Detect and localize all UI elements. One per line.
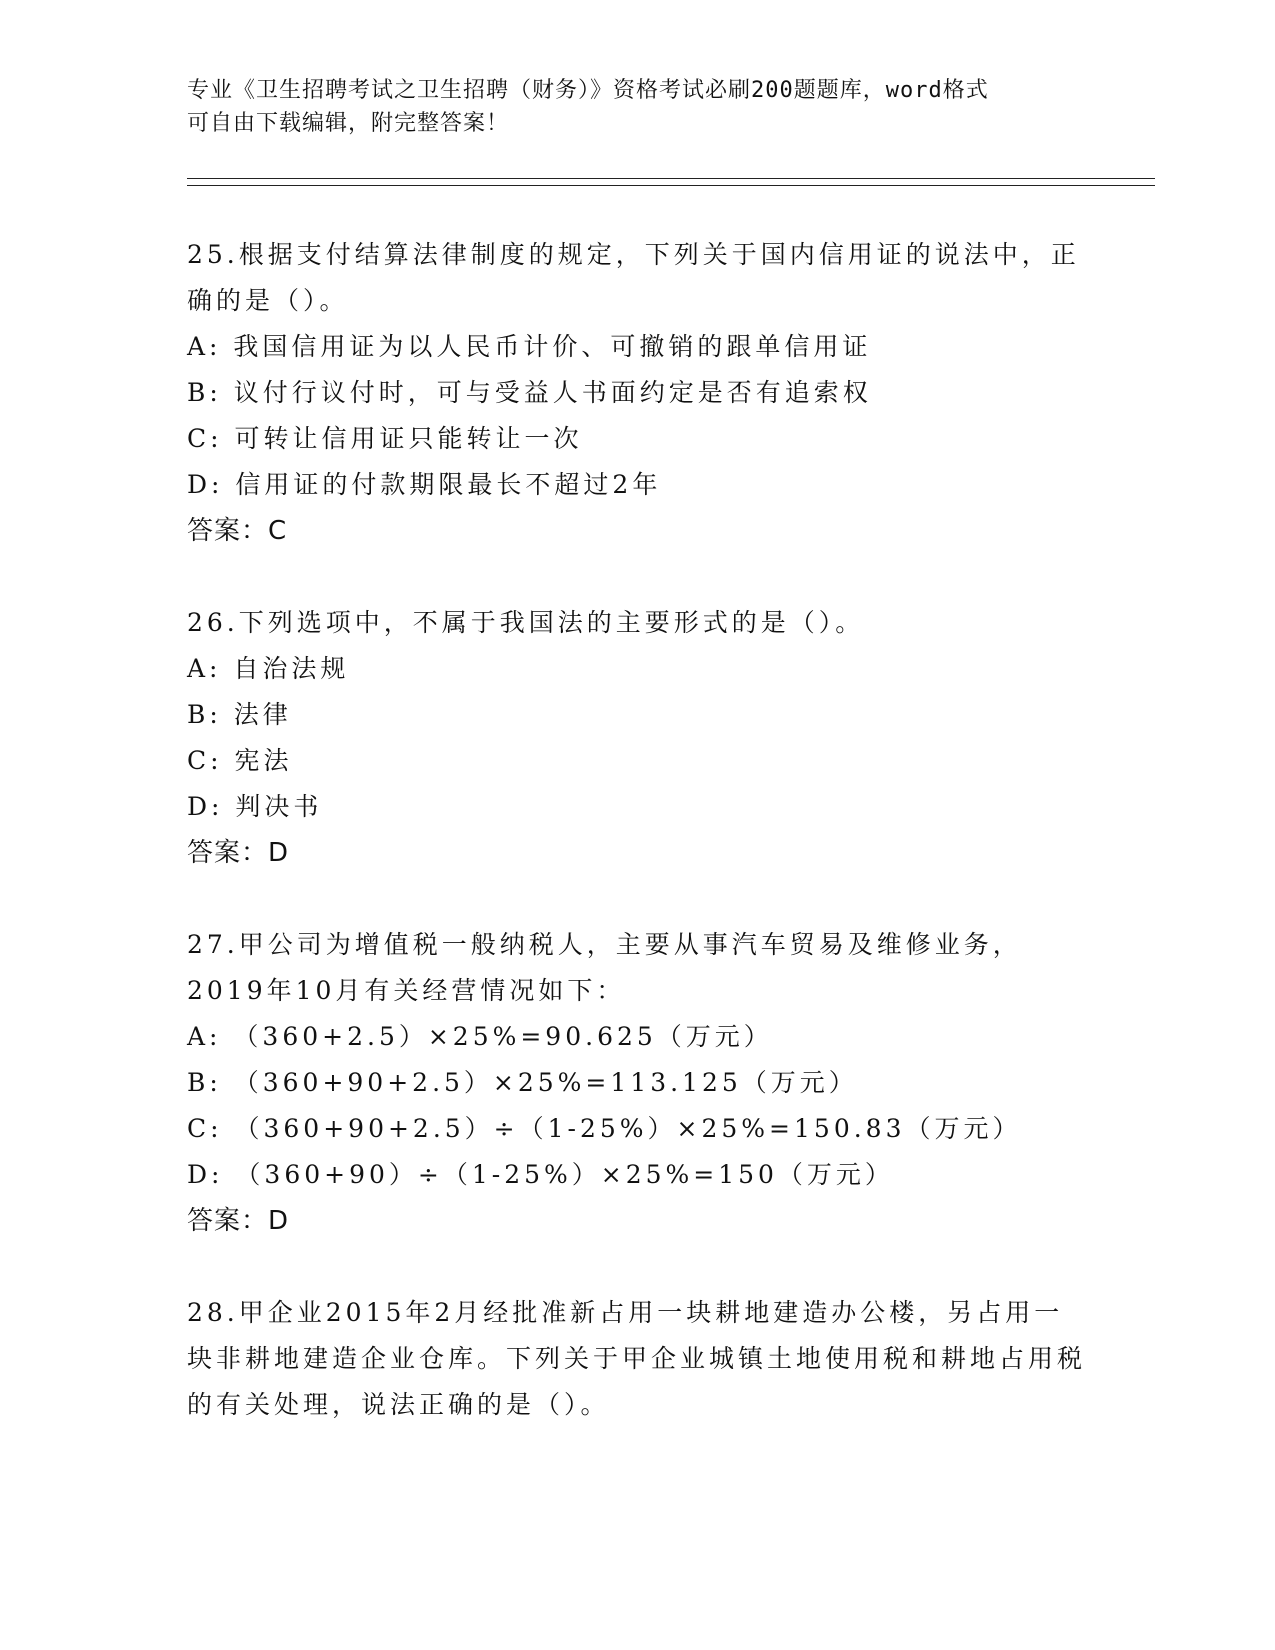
question-list [187,232,1087,1474]
option-a: A: （360+2.5）×25%=90.625（万元） [187,1022,773,1051]
question-text: 27.甲公司为增值税一般纳税人，主要从事汽车贸易及维修业务，2019年10月有关经营情况如下： [187,930,1022,1005]
question-27 [187,922,1087,1244]
option-c: C: 宪法 [187,746,293,775]
document-header [187,74,1087,140]
question-text: 25.根据支付结算法律制度的规定，下列关于国内信用证的说法中，正确的是（）。 [187,240,1080,315]
option-d: D: 判决书 [187,792,323,821]
header-divider [187,178,1155,186]
answer: 答案：C [187,516,288,546]
question-28 [187,1290,1087,1428]
option-b: B: 议付行议付时，可与受益人书面约定是否有追索权 [187,378,872,407]
question-text: 28.甲企业2015年2月经批准新占用一块耕地建造办公楼，另占用一块非耕地建造企业仓库。下列关于甲企业城镇土地使用税和耕地占用税的有关处理，说法正确的是（）。 [187,1298,1087,1419]
option-a: A: 我国信用证为以人民币计价、可撤销的跟单信用证 [187,332,872,361]
option-d: D: 信用证的付款期限最长不超过2年 [187,470,662,499]
option-c: C: （360+90+2.5）÷（1-25%）×25%=150.83（万元） [187,1114,1022,1143]
answer: 答案：D [187,1206,290,1236]
answer: 答案：D [187,838,290,868]
option-b: B: 法律 [187,700,292,729]
option-c: C: 可转让信用证只能转让一次 [187,424,583,453]
question-text: 26.下列选项中，不属于我国法的主要形式的是（）。 [187,608,865,637]
question-25 [187,232,1087,554]
option-b: B: （360+90+2.5）×25%=113.125（万元） [187,1068,858,1097]
header-line-1: 专业《卫生招聘考试之卫生招聘（财务）》资格考试必刷200题题库，word格式 [187,78,989,103]
option-a: A: 自治法规 [187,654,350,683]
option-d: D: （360+90）÷（1-25%）×25%=150（万元） [187,1160,894,1189]
question-26 [187,600,1087,876]
header-line-2: 可自由下载编辑，附完整答案！ [187,111,510,136]
